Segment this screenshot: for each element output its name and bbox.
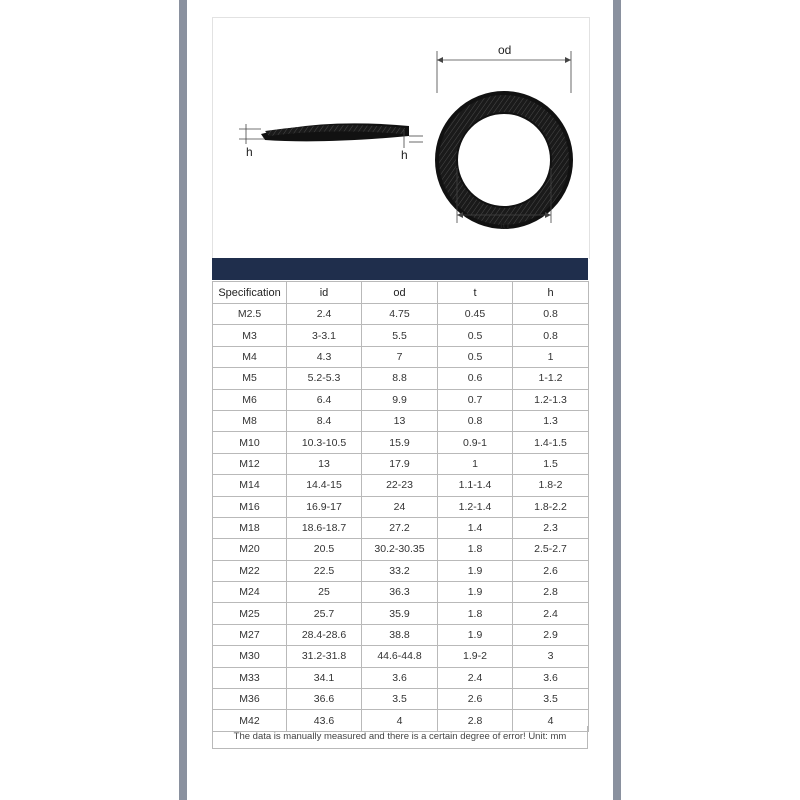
table-cell: 30.2-30.35 xyxy=(362,539,438,560)
table-cell: 3.5 xyxy=(362,689,438,710)
right-frame-bar xyxy=(613,0,621,800)
table-body xyxy=(213,304,589,732)
table-cell: M6 xyxy=(213,389,287,410)
table-header-band xyxy=(212,258,588,280)
table-cell: 0.5 xyxy=(438,325,513,346)
table-cell: 14.4-15 xyxy=(287,475,362,496)
table-cell: 36.3 xyxy=(362,582,438,603)
table-cell: 17.9 xyxy=(362,453,438,474)
table-cell: 6.4 xyxy=(287,389,362,410)
washer-drawing xyxy=(212,17,590,259)
table-cell: 1.8 xyxy=(438,603,513,624)
washer-top-view xyxy=(437,51,571,227)
table-row xyxy=(213,368,589,389)
table-cell: 2.8 xyxy=(513,582,589,603)
table-cell: 1.5 xyxy=(513,453,589,474)
table-cell: M24 xyxy=(213,582,287,603)
table-cell: 1.8-2 xyxy=(513,475,589,496)
table-cell: 1.9 xyxy=(438,582,513,603)
table-cell: 1.4 xyxy=(438,517,513,538)
table-cell: 22.5 xyxy=(287,560,362,581)
table-cell: M3 xyxy=(213,325,287,346)
table-cell: 8.8 xyxy=(362,368,438,389)
header-cell: t xyxy=(438,282,513,304)
table-cell: 9.9 xyxy=(362,389,438,410)
table-row xyxy=(213,346,589,367)
table-cell: 3 xyxy=(513,646,589,667)
table-cell: 15.9 xyxy=(362,432,438,453)
table-cell: 2.6 xyxy=(513,560,589,581)
h-label-right: h xyxy=(401,148,408,162)
table-cell: 4.75 xyxy=(362,304,438,325)
table-cell: 13 xyxy=(362,410,438,431)
table-cell: 3-3.1 xyxy=(287,325,362,346)
table-cell: 3.5 xyxy=(513,689,589,710)
table-cell: M16 xyxy=(213,496,287,517)
table-header-row xyxy=(213,282,589,304)
table-cell: M5 xyxy=(213,368,287,389)
table-cell: 0.7 xyxy=(438,389,513,410)
table-cell: 4 xyxy=(513,710,589,731)
table-cell: 1.9 xyxy=(438,560,513,581)
table-row xyxy=(213,624,589,645)
table-row xyxy=(213,453,589,474)
table-cell: 5.5 xyxy=(362,325,438,346)
table-cell: 1.9-2 xyxy=(438,646,513,667)
table-cell: 28.4-28.6 xyxy=(287,624,362,645)
table-cell: M30 xyxy=(213,646,287,667)
table-cell: 1.2-1.3 xyxy=(513,389,589,410)
table-cell: 2.4 xyxy=(287,304,362,325)
table-cell: M20 xyxy=(213,539,287,560)
table-cell: 24 xyxy=(362,496,438,517)
table-cell: 1.3 xyxy=(513,410,589,431)
table-cell: 2.5-2.7 xyxy=(513,539,589,560)
table-cell: 44.6-44.8 xyxy=(362,646,438,667)
table-cell: M18 xyxy=(213,517,287,538)
table-cell: M4 xyxy=(213,346,287,367)
h-label-left: h xyxy=(246,145,253,159)
table-row xyxy=(213,389,589,410)
table-cell: M12 xyxy=(213,453,287,474)
washer-diagram xyxy=(213,18,589,259)
table-cell: 1.8 xyxy=(438,539,513,560)
table-row xyxy=(213,582,589,603)
table-cell: 3.6 xyxy=(513,667,589,688)
table-cell: 36.6 xyxy=(287,689,362,710)
table-cell: 5.2-5.3 xyxy=(287,368,362,389)
table-cell: 1.2-1.4 xyxy=(438,496,513,517)
table-row xyxy=(213,667,589,688)
table-cell: M22 xyxy=(213,560,287,581)
table-row xyxy=(213,646,589,667)
table-cell: 0.8 xyxy=(513,325,589,346)
table-cell: 31.2-31.8 xyxy=(287,646,362,667)
table-row xyxy=(213,304,589,325)
table-cell: 35.9 xyxy=(362,603,438,624)
table-cell: 0.8 xyxy=(513,304,589,325)
table-cell: 7 xyxy=(362,346,438,367)
washer-side-view xyxy=(239,123,423,148)
table-cell: M36 xyxy=(213,689,287,710)
table-row xyxy=(213,475,589,496)
header-cell: h xyxy=(513,282,589,304)
table-cell: M14 xyxy=(213,475,287,496)
table-cell: 1.4-1.5 xyxy=(513,432,589,453)
table-cell: 0.9-1 xyxy=(438,432,513,453)
table-cell: 16.9-17 xyxy=(287,496,362,517)
table-cell: M42 xyxy=(213,710,287,731)
table-cell: 0.6 xyxy=(438,368,513,389)
table-row xyxy=(213,410,589,431)
table-cell: 4.3 xyxy=(287,346,362,367)
header-cell: od xyxy=(362,282,438,304)
footnote: The data is manually measured and there is a certain degree of error! Unit: mm xyxy=(212,726,588,749)
od-label: od xyxy=(498,43,512,57)
table-cell: M33 xyxy=(213,667,287,688)
table-cell: 18.6-18.7 xyxy=(287,517,362,538)
table-row xyxy=(213,432,589,453)
table-cell: 33.2 xyxy=(362,560,438,581)
table-cell: M27 xyxy=(213,624,287,645)
table-row xyxy=(213,539,589,560)
table-cell: 1 xyxy=(438,453,513,474)
table-cell: 25.7 xyxy=(287,603,362,624)
table-cell: 25 xyxy=(287,582,362,603)
table-row xyxy=(213,517,589,538)
table-cell: 3.6 xyxy=(362,667,438,688)
table-row xyxy=(213,603,589,624)
table-row xyxy=(213,496,589,517)
table-cell: 2.4 xyxy=(438,667,513,688)
table-cell: 0.8 xyxy=(438,410,513,431)
table-cell: 1-1.2 xyxy=(513,368,589,389)
table-cell: 1 xyxy=(513,346,589,367)
table-cell: M8 xyxy=(213,410,287,431)
table-cell: 20.5 xyxy=(287,539,362,560)
table-cell: 1.9 xyxy=(438,624,513,645)
table-cell: 34.1 xyxy=(287,667,362,688)
table-cell: 22-23 xyxy=(362,475,438,496)
table-cell: 2.3 xyxy=(513,517,589,538)
header-cell: Specification xyxy=(213,282,287,304)
header-cell: id xyxy=(287,282,362,304)
table-cell: 2.4 xyxy=(513,603,589,624)
table-row xyxy=(213,560,589,581)
table-cell: 0.5 xyxy=(438,346,513,367)
table-cell: 43.6 xyxy=(287,710,362,731)
table-cell: 10.3-10.5 xyxy=(287,432,362,453)
table-cell: M25 xyxy=(213,603,287,624)
table-cell: 27.2 xyxy=(362,517,438,538)
table-cell: 1.8-2.2 xyxy=(513,496,589,517)
table-cell: 2.8 xyxy=(438,710,513,731)
table-row xyxy=(213,689,589,710)
id-label: id xyxy=(500,218,510,232)
table-cell: 1.1-1.4 xyxy=(438,475,513,496)
table-cell: 0.45 xyxy=(438,304,513,325)
table-cell: 13 xyxy=(287,453,362,474)
table-cell: 38.8 xyxy=(362,624,438,645)
spec-table xyxy=(212,281,589,732)
left-frame-bar xyxy=(179,0,187,800)
table-cell: 8.4 xyxy=(287,410,362,431)
table-cell: M10 xyxy=(213,432,287,453)
table-cell: M2.5 xyxy=(213,304,287,325)
table-row xyxy=(213,325,589,346)
table-cell: 2.6 xyxy=(438,689,513,710)
table-cell: 2.9 xyxy=(513,624,589,645)
table-cell: 4 xyxy=(362,710,438,731)
